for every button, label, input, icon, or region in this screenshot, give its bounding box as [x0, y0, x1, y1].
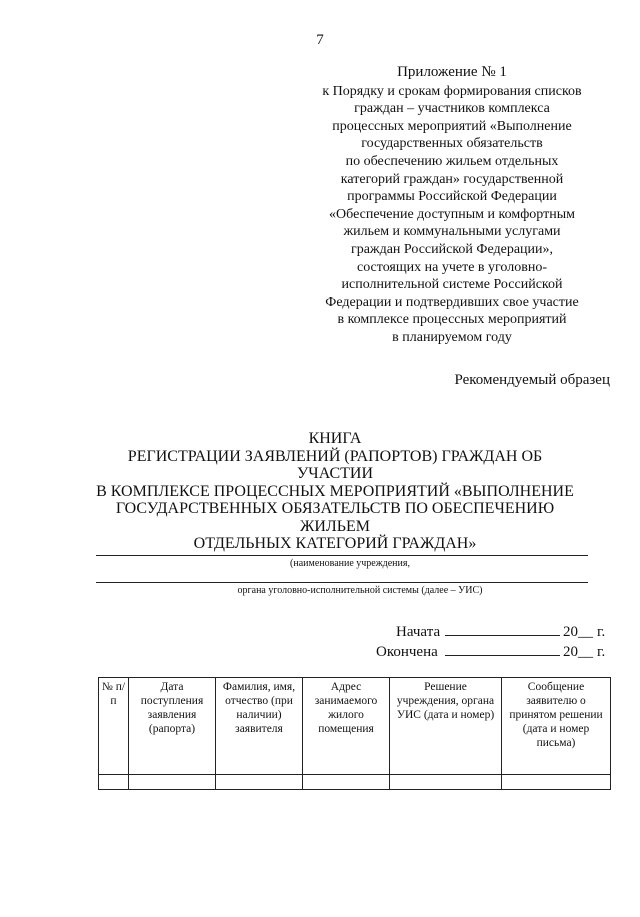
ended-year-suffix: г. — [597, 644, 606, 660]
ended-year: 20__ — [563, 644, 593, 660]
institution-caption: (наименование учреждения, — [290, 558, 410, 569]
ended-row — [376, 642, 616, 662]
appendix-line: по обеспечению жильем отдельных — [345, 153, 559, 169]
authority-caption: органа уголовно-исполнительной системы (далее – УИС) — [237, 585, 483, 596]
book-title-line: В КОМПЛЕКСЕ ПРОЦЕССНЫХ МЕРОПРИЯТИЙ «ВЫПОЛНЕНИЕ — [96, 482, 574, 500]
book-title — [90, 430, 580, 553]
table-cell — [99, 775, 129, 790]
appendix-line: в комплексе процессных мероприятий — [337, 312, 567, 328]
book-title-line: РЕГИСТРАЦИИ ЗАЯВЛЕНИЙ (РАПОРТОВ) ГРАЖДАН ОБ УЧАСТИИ — [127, 447, 543, 482]
appendix-line: в планируемом году — [392, 329, 512, 345]
authority-fill-line — [96, 582, 588, 583]
appendix-line: граждан Российской Федерации», — [350, 241, 554, 257]
table-cell — [390, 775, 502, 790]
appendix-line: исполнительной системе Российской — [341, 277, 563, 293]
started-label: Начата — [396, 624, 441, 640]
appendix-line: категорий граждан» государственной — [340, 171, 564, 187]
started-row — [376, 622, 616, 642]
appendix-block — [292, 64, 612, 347]
appendix-line: состоящих на учете в уголовно- — [356, 259, 548, 275]
header-receipt-date: Дата поступления заявления (рапорта) — [129, 678, 216, 775]
appendix-line: «Обеспечение доступным и комфортным — [329, 206, 575, 222]
ended-blank — [445, 642, 560, 656]
started-blank — [445, 622, 560, 636]
book-title-line: ГОСУДАРСТВЕННЫХ ОБЯЗАТЕЛЬСТВ ПО ОБЕСПЕЧЕНИЮ ЖИЛЬЕМ — [115, 500, 555, 535]
dates-block — [376, 622, 616, 662]
header-number: № п/п — [99, 678, 129, 775]
started-year: 20__ — [563, 624, 593, 640]
header-address: Адрес занимаемого жилого помещения — [303, 678, 390, 775]
header-decision: Решение учреждения, органа УИС (дата и номер) — [390, 678, 502, 775]
header-applicant-name: Фамилия, имя, отчество (при наличии) заявителя — [216, 678, 303, 775]
table-cell — [216, 775, 303, 790]
header-notification: Сообщение заявителю о принятом решении (дата и номер письма) — [502, 678, 611, 775]
table-header-row — [99, 678, 611, 775]
appendix-line: к Порядку и срокам формирования списков — [322, 83, 582, 99]
appendix-line: Федерации и подтвердивших свое участие — [325, 294, 579, 310]
appendix-line: программы Российской Федерации — [347, 189, 557, 205]
appendix-line: государственных обязательств — [361, 136, 543, 152]
table-row — [99, 775, 611, 790]
page-number: 7 — [316, 32, 324, 48]
table-cell — [303, 775, 390, 790]
book-title-line: ОТДЕЛЬНЫХ КАТЕГОРИЙ ГРАЖДАН» — [193, 535, 477, 552]
table-cell — [129, 775, 216, 790]
started-year-suffix: г. — [597, 624, 606, 640]
appendix-line: граждан – участников комплекса — [354, 101, 550, 117]
table-cell — [502, 775, 611, 790]
appendix-line: процессных мероприятий «Выполнение — [332, 118, 572, 134]
sample-label: Рекомендуемый образец — [454, 372, 610, 388]
appendix-title: Приложение № 1 — [397, 64, 507, 80]
registration-table — [98, 677, 611, 790]
appendix-line: жильем и коммунальными услугами — [343, 224, 561, 240]
book-title-line: КНИГА — [308, 430, 362, 447]
institution-fill-line — [96, 555, 588, 556]
ended-label: Окончена — [376, 644, 438, 660]
